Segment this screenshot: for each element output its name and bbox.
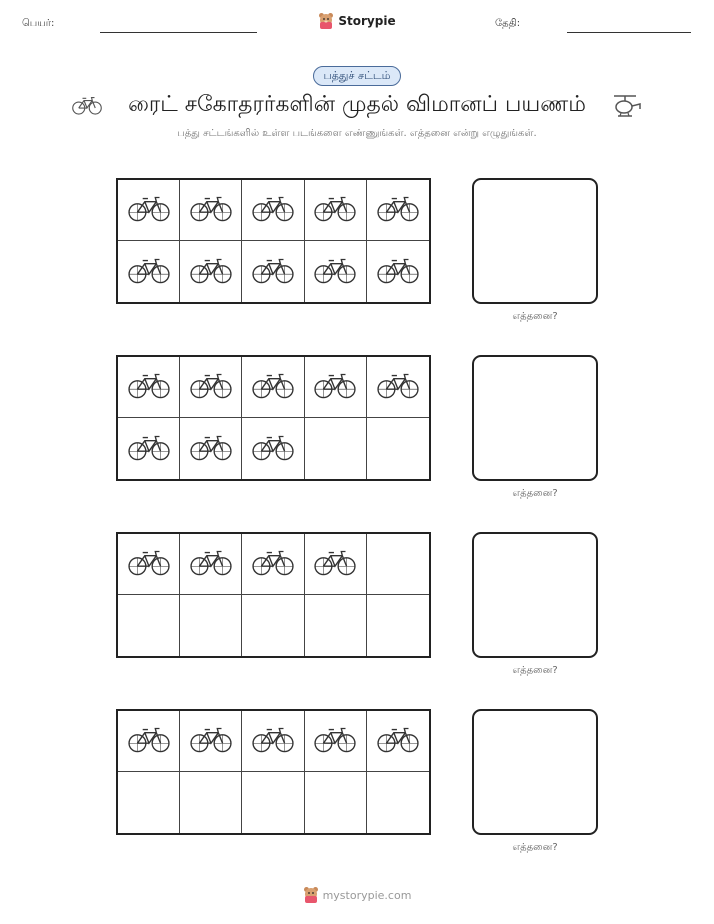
ten-frame-cell <box>367 418 429 479</box>
ten-frame-cell <box>118 241 180 302</box>
ten-frame-cell <box>118 357 180 418</box>
bicycle-icon <box>128 370 170 404</box>
ten-frame-cell <box>118 772 180 833</box>
bicycle-icon <box>128 547 170 581</box>
ten-frame-cell <box>367 357 429 418</box>
ten-frame-cell <box>118 418 180 479</box>
bicycle-icon <box>190 547 232 581</box>
ten-frame-cell <box>242 534 304 595</box>
ten-frame-4 <box>116 709 431 835</box>
ten-frame-cell <box>367 241 429 302</box>
ten-frame-cell <box>367 711 429 772</box>
answer-box-3[interactable] <box>472 532 598 658</box>
bicycle-icon <box>190 370 232 404</box>
how-many-label: எத்தனை? <box>512 488 558 499</box>
bicycle-icon <box>128 193 170 227</box>
ten-frame-cell <box>180 241 242 302</box>
ten-frame-cell <box>367 180 429 241</box>
bicycle-icon <box>128 255 170 289</box>
bear-logo-icon <box>303 886 319 904</box>
answer-box-4[interactable] <box>472 709 598 835</box>
how-many-label: எத்தனை? <box>512 842 558 853</box>
bicycle-icon <box>252 724 294 758</box>
bicycle-icon <box>377 193 419 227</box>
ten-frame-3 <box>116 532 431 658</box>
bicycle-icon <box>314 724 356 758</box>
bicycle-icon <box>314 370 356 404</box>
date-line[interactable] <box>567 32 691 33</box>
bicycle-icon <box>252 432 294 466</box>
bicycle-icon <box>128 724 170 758</box>
ten-frame-cell <box>242 357 304 418</box>
ten-frame-cell <box>367 534 429 595</box>
ten-frame-cell <box>242 772 304 833</box>
ten-frame-cell <box>180 534 242 595</box>
ten-frame-cell <box>242 595 304 656</box>
how-many-label: எத்தனை? <box>512 665 558 676</box>
topic-pill <box>313 66 401 86</box>
ten-frame-cell <box>367 772 429 833</box>
answer-box-1[interactable] <box>472 178 598 304</box>
bicycle-icon <box>377 255 419 289</box>
ten-frame-cell <box>367 595 429 656</box>
name-label: பெயர்: <box>22 18 55 29</box>
ten-frame-cell <box>180 418 242 479</box>
bicycle-icon <box>190 193 232 227</box>
ten-frame-2 <box>116 355 431 481</box>
ten-frame-cell <box>305 595 367 656</box>
name-line[interactable] <box>100 32 257 33</box>
how-many-label: எத்தனை? <box>512 311 558 322</box>
ten-frame-cell <box>180 180 242 241</box>
ten-frame-cell <box>180 595 242 656</box>
helicopter-icon <box>610 92 642 120</box>
ten-frame-cell <box>305 418 367 479</box>
bicycle-icon <box>128 432 170 466</box>
bicycle-icon <box>190 255 232 289</box>
bicycle-icon <box>190 724 232 758</box>
ten-frame-1 <box>116 178 431 304</box>
bicycle-icon <box>314 193 356 227</box>
page-title: ரைட் சகோதரர்களின் முதல் விமானப் பயணம் <box>128 92 586 117</box>
ten-frame-cell <box>180 711 242 772</box>
ten-frame-cell <box>305 534 367 595</box>
ten-frame-cell <box>305 241 367 302</box>
ten-frame-cell <box>242 418 304 479</box>
bicycle-icon <box>252 193 294 227</box>
footer-url: mystorypie.com <box>322 888 412 902</box>
bicycle-icon <box>252 255 294 289</box>
ten-frame-cell <box>118 180 180 241</box>
topic-pill-label: பத்துச் சட்டம் <box>323 68 391 82</box>
ten-frame-cell <box>242 241 304 302</box>
ten-frame-cell <box>118 711 180 772</box>
bear-logo-icon <box>318 12 334 30</box>
bicycle-icon <box>377 370 419 404</box>
ten-frame-cell <box>305 357 367 418</box>
ten-frame-cell <box>305 772 367 833</box>
footer <box>0 886 714 904</box>
instructions: பத்து சட்டங்களில் உள்ள படங்களை எண்ணுங்கள். எத்தனை என்று எழுதுங்கள். <box>177 128 537 139</box>
brand-logo <box>0 12 714 30</box>
bicycle-icon <box>252 370 294 404</box>
ten-frame-cell <box>118 595 180 656</box>
ten-frame-cell <box>180 772 242 833</box>
title-row <box>0 88 714 124</box>
ten-frame-cell <box>305 180 367 241</box>
bicycle-icon <box>314 255 356 289</box>
bicycle-icon <box>190 432 232 466</box>
date-label: தேதி: <box>495 18 521 29</box>
ten-frame-cell <box>242 711 304 772</box>
bicycle-icon <box>314 547 356 581</box>
bicycle-icon <box>377 724 419 758</box>
bicycle-icon <box>72 94 102 116</box>
brand-name: Storypie <box>338 14 396 28</box>
ten-frame-cell <box>305 711 367 772</box>
ten-frame-cell <box>118 534 180 595</box>
ten-frame-cell <box>242 180 304 241</box>
bicycle-icon <box>252 547 294 581</box>
ten-frame-cell <box>180 357 242 418</box>
answer-box-2[interactable] <box>472 355 598 481</box>
